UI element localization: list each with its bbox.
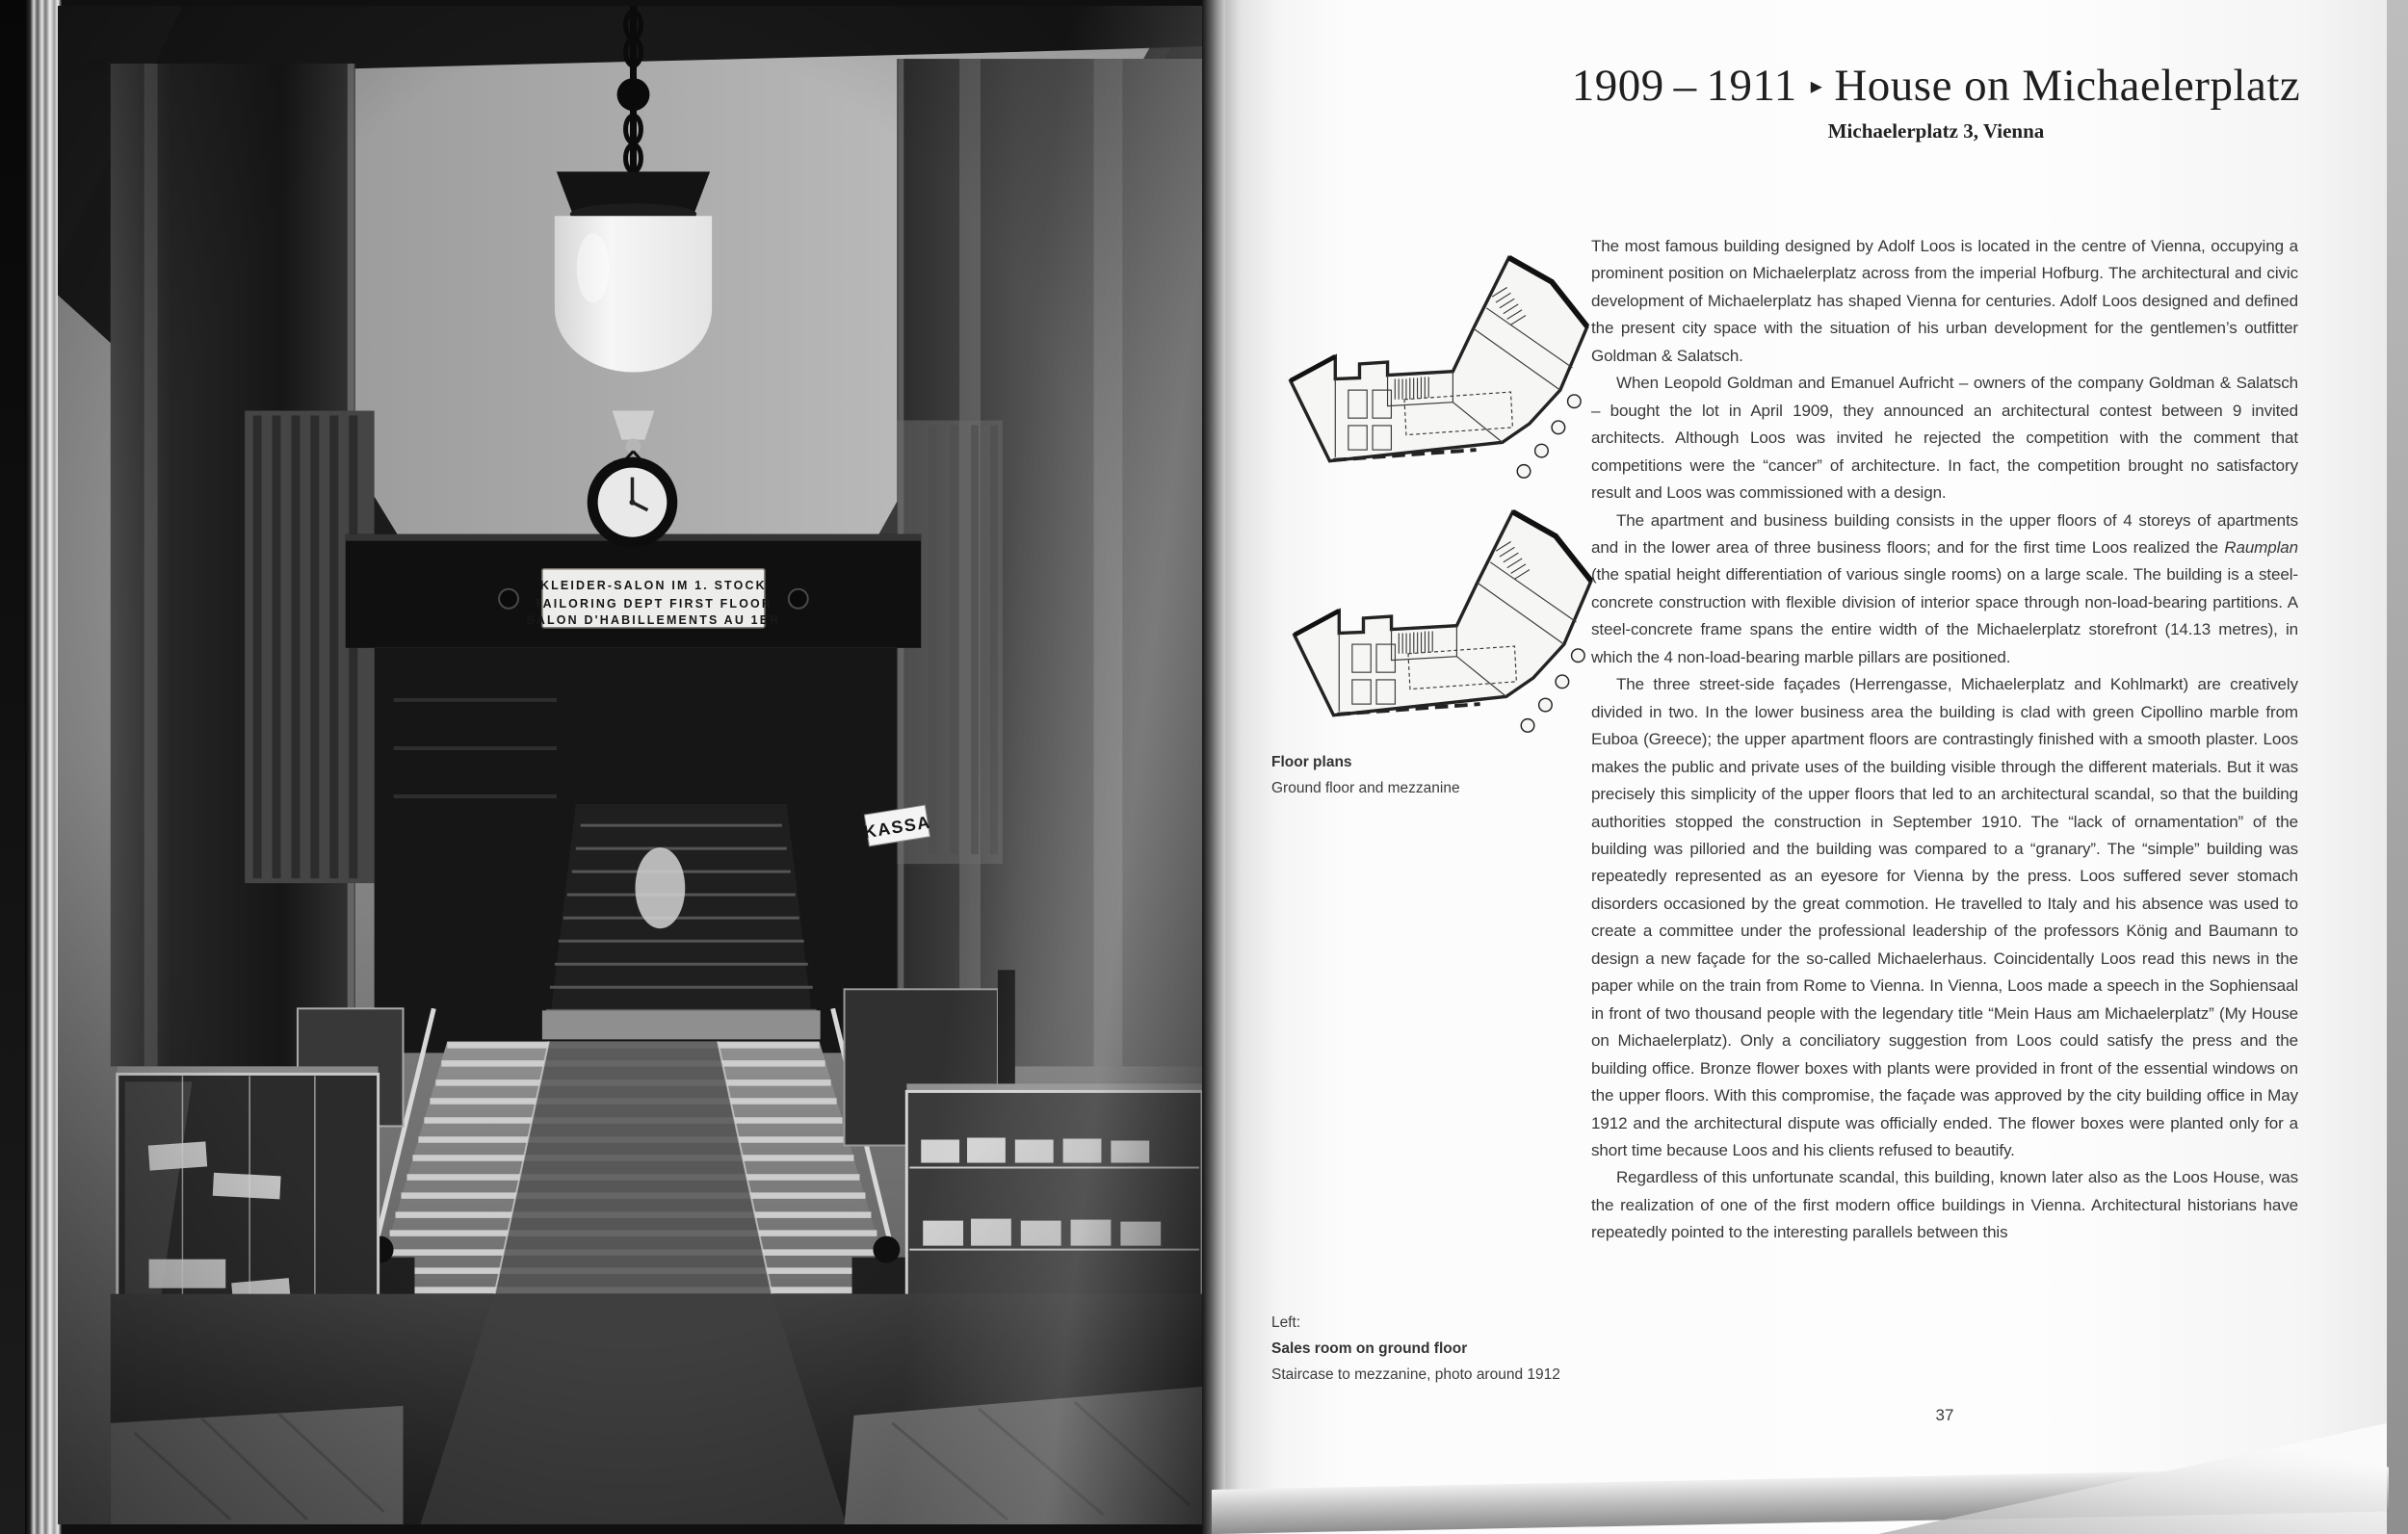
floor-plans-caption (1271, 749, 1580, 801)
paragraph-segment: (the spatial height differentiation of various single rooms) on a large scale. The building is a steel-concrete construction with flexible division of interior space through non-load-bearing partitions. A steel-concrete frame spans the entire width of the Michaelerplatz storefront (14.13 metres), in which the 4 non-load-bearing marble pillars are positioned. (1591, 565, 2298, 666)
book-gutter (1202, 0, 1225, 1534)
body-text-column (1591, 233, 2298, 1247)
page-number: 37 (1935, 1406, 1954, 1424)
backdrop-right (2387, 0, 2408, 1534)
raumplan-italic: Raumplan (2224, 537, 2298, 557)
caption-title: Floor plans (1271, 754, 1352, 770)
caption-position: Left: (1271, 1314, 1301, 1331)
body-paragraph: Regardless of this unfortunate scandal, this building, known later also as the Loos House, was the realization of one of the first modern office buildings in Vienna. Architectural historians have repeatedly pointed to the interesting parallels between this (1591, 1168, 2298, 1242)
caption-sub: Ground floor and mezzanine (1271, 780, 1460, 796)
chapter-title: House on Michaelerplatz (1834, 61, 2301, 111)
body-paragraph: The three street-side façades (Herrengasse, Michaelerplatz and Kohlmarkt) are creatively divided in two. In the lower business area the building is clad with green Cipollino marble from Euboa (Greece); the upper apartment floors are contrastingly finished with a smooth plaster. Loos makes the public and private uses of the building visible through the different materials. But it was precisely this simplicity of the upper floors that led to an architectural scandal, so that the building authorities stopped the construction in September 1910. The “lack of ornamentation” of the building was pilloried and the building was compared to a “granary”. The “simple” building was repeatedly represented as an eyesore for Vienna by the press. Loos suffered sever stomach disorders occasioned by the great commotion. He travelled to Italy and his absence was used to create a committee under the professional leadership of the professors König and Baumann to design a new façade for the so-called Michaelerhaus. Coincidentally Loos read this news in the paper while on the train from Rome to Vienna. In Vienna, Loos made a speech in the Sophiensaal in front of two thousand people with the legendary title “Mein Haus am Michaelerplatz” (My House on Michaelerplatz). Only a conciliatory suggestion from Loos could satisfy the press and the building office. Bronze flower boxes with plants were provided in front of the essential windows on the upper floors. With this compromise, the façade was approved by the city building office in May 1912 and the architectural dispute was officially ended. The flower boxes were planted only for a short time because Loos and his clients refused to beautify. (1591, 675, 2298, 1159)
caption-title: Sales room on ground floor (1271, 1340, 1468, 1357)
floor-plan-ground (1273, 243, 1595, 483)
body-paragraph: When Leopold Goldman and Emanuel Aufricht – owners of the company Goldman & Salatsch – bought the lot in April 1909, they announced an architectural contest between 9 invited architects. Although Loos was invited he rejected the competition with the comment that competitions were the “cancer” of architecture. In fact, the competition brought no satisfactory result and Loos was commissioned with a design. (1591, 374, 2298, 503)
chapter-subtitle: Michaelerplatz 3, Vienna (1827, 119, 2045, 143)
title-line (1503, 60, 2369, 112)
caption-sub: Staircase to mezzanine, photo around 1912 (1271, 1366, 1560, 1383)
left-page (58, 6, 1204, 1524)
paragraph-segment: The apartment and business building consists in the upper floors of 4 storeys of apartments and in the lower area of three business floors; and for the first time Loos realized the (1591, 510, 2298, 557)
chapter-years: 1909 – 1911 (1571, 61, 1797, 111)
vignette (58, 6, 1204, 1524)
triangle-separator-icon: ▸ (1810, 74, 1823, 99)
body-paragraph (1591, 507, 2298, 672)
photo-caption (1271, 1310, 1599, 1388)
floor-plan-mezzanine (1277, 497, 1599, 738)
storefront-photo (58, 6, 1204, 1524)
chapter-header (1503, 60, 2369, 143)
body-paragraph: The most famous building designed by Adolf Loos is located in the centre of Vienna, occupying a prominent position on Michaelerplatz across from the imperial Hofburg. The architectural and civic development of Michaelerplatz has shaped Vienna for centuries. Adolf Loos designed and defined the present city space with the situation of his urban development for the gentlemen’s outfitter Goldman & Salatsch. (1591, 237, 2298, 365)
page-stack-edges (25, 0, 62, 1534)
